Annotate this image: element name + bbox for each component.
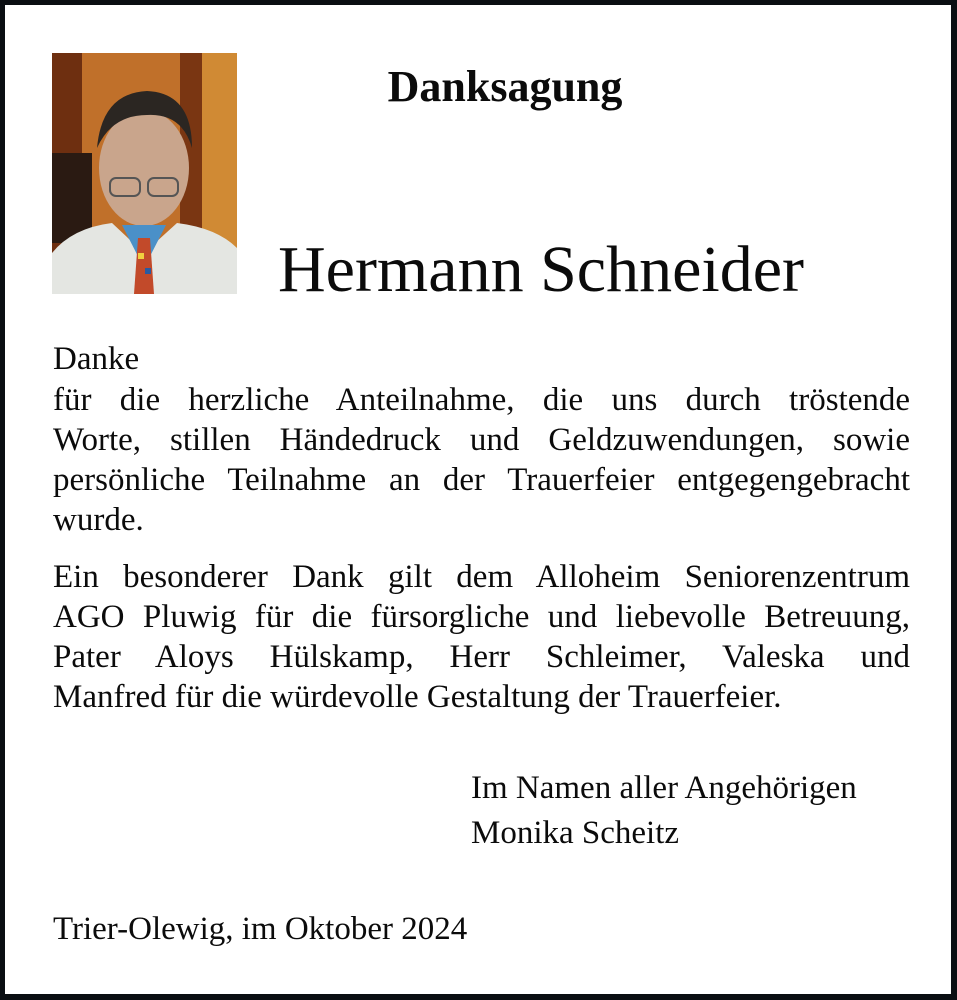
portrait-image-icon: [52, 53, 237, 294]
text-line: Ein besonderer Dank gilt dem Alloheim Seniorenzentrum: [53, 559, 910, 595]
text-line: Worte, stillen Händedruck und Geldzuwendungen, sowie: [53, 422, 910, 458]
text-line: für die herzliche Anteilnahme, die uns durch tröstende: [53, 382, 910, 418]
notice-heading: Danksagung: [387, 62, 623, 111]
text-line: Manfred für die würdevolle Gestaltung der Trauerfeier.: [53, 679, 782, 715]
text-line: AGO Pluwig für die fürsorgliche und liebevolle Betreuung,: [53, 599, 910, 635]
portrait-photo: [52, 53, 237, 294]
opening-word: Danke: [53, 341, 140, 377]
signature-name: Monika Scheitz: [471, 815, 680, 851]
text-line: wurde.: [53, 502, 144, 538]
thanks-paragraph-2: [53, 557, 910, 717]
text-line: persönliche Teilnahme an der Trauerfeier entgegengebracht: [53, 462, 910, 498]
thanks-paragraph-1: [53, 380, 910, 540]
signature-line-family: Im Namen aller Angehörigen: [471, 770, 857, 806]
place-and-date: Trier-Olewig, im Oktober 2024: [53, 911, 468, 947]
deceased-name: Hermann Schneider: [278, 233, 804, 306]
obituary-card: [5, 5, 951, 994]
text-line: Pater Aloys Hülskamp, Herr Schleimer, Valeska und: [53, 639, 910, 675]
